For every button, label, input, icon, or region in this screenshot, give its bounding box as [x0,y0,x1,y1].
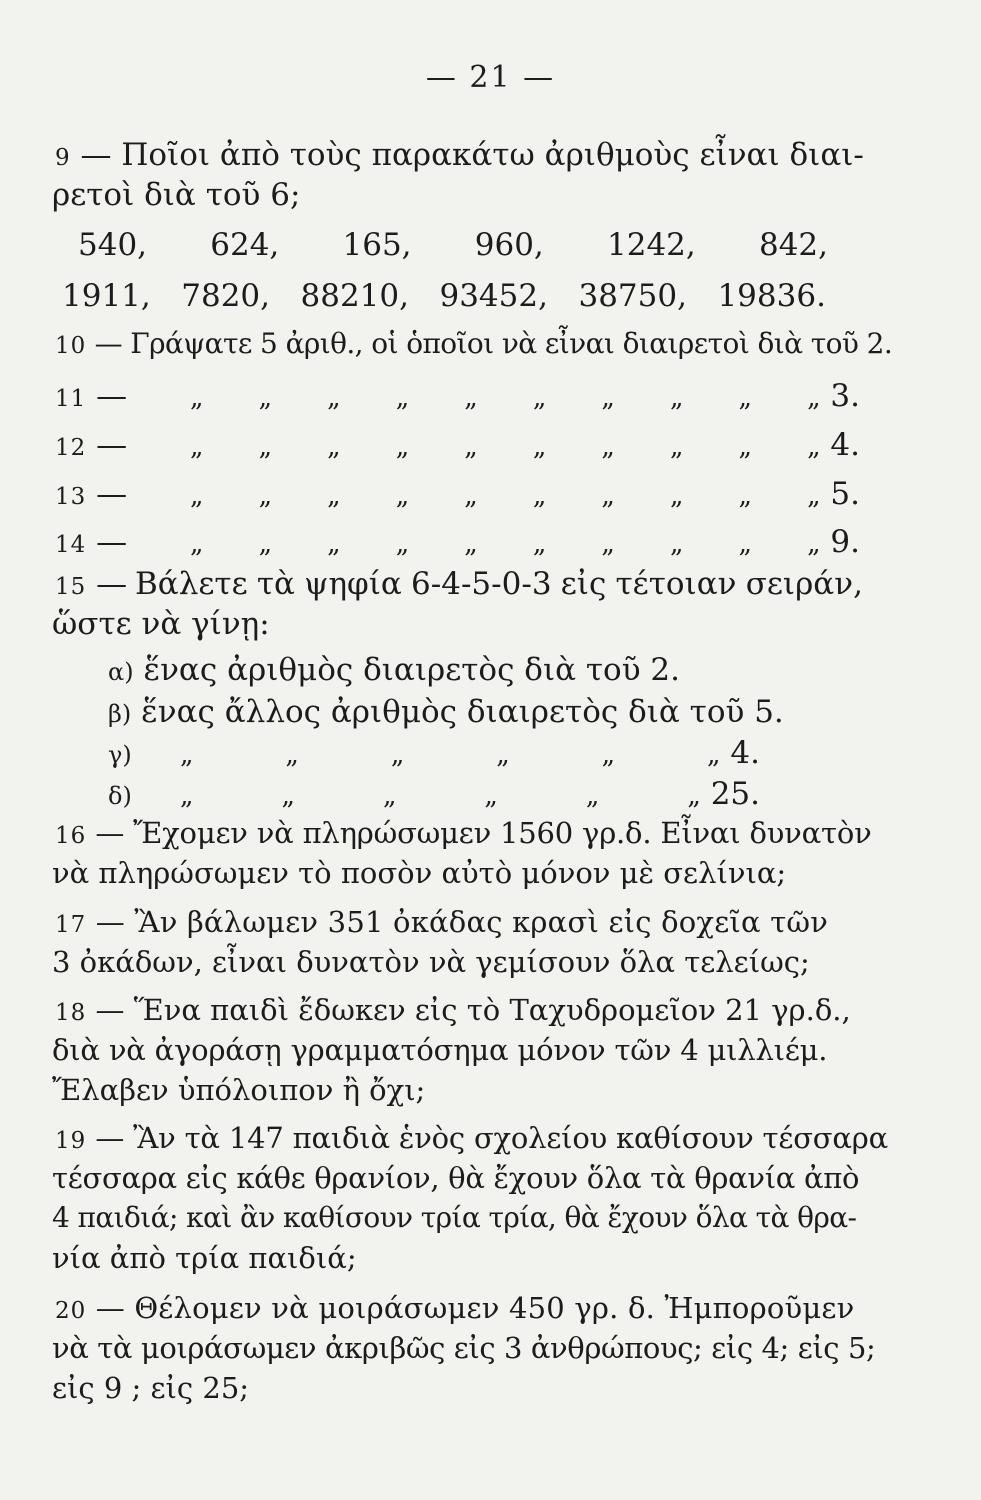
ditto-mark: „ [281,781,295,811]
number-cell: 960, [474,227,544,263]
ditto-mark: „ [258,432,273,462]
divisor: 5. [830,476,860,512]
exercise-15-number [55,564,127,607]
ditto-mark: „ [669,432,684,462]
page-number: — 21 — [425,60,556,95]
item-label: γ) [108,741,132,769]
exercise-9-line-2: ρετοὶ διὰ τοῦ 6; [52,177,301,213]
item-text: ἕνας ἀριθμὸς διαιρετὸς διὰ τοῦ 2. [143,652,680,688]
exercise-text: Ἔχομεν νὰ πληρώσωμεν 1560 γρ.δ. Εἶναι δυνατὸν [133,816,872,850]
dash: — [86,427,128,463]
ditto-mark: „ [601,383,615,413]
ditto-mark: „ [190,481,204,511]
exercise-15-line-2: ὥστε νὰ γίνῃ: [52,606,270,642]
exercise-number: 9 [55,145,71,171]
ditto-row-12 [190,425,860,467]
ditto-mark: „ [327,529,341,559]
ditto-mark: „ [669,529,684,559]
dash: — [80,137,122,173]
exercise-10 [55,324,892,366]
number-cell: 540, [78,227,148,263]
ditto-mark: „ [807,481,821,511]
ditto-mark: „ [382,781,397,811]
number-cell: 624, [210,227,280,263]
exercise-18-line-3: Ἔλαβεν ὑπόλοιπον ἢ ὄχι; [52,1073,426,1107]
ditto-mark: „ [669,481,684,511]
exercise-number: 18 [55,1000,87,1026]
exercise-number: 19 [55,1128,87,1154]
divisor: 25. [710,776,760,812]
ditto-mark: „ [258,383,273,413]
exercise-15-line-1 [135,564,863,604]
ditto-mark: „ [395,383,410,413]
number-cell: 93452, [439,278,548,314]
ditto-row-13 [190,474,860,516]
ditto-row-14 [190,522,860,564]
ditto-mark: „ [738,383,752,413]
number-cell: 7820, [181,278,270,314]
ditto-mark: „ [601,529,615,559]
dash: — [95,1291,135,1325]
item-label: α) [108,658,134,686]
ditto-mark: „ [190,432,204,462]
exercise-19-line-4: νία ἀπὸ τρία παιδιά; [52,1241,357,1275]
ditto-mark: „ [258,481,273,511]
exercise-12 [55,425,127,468]
ditto-mark: „ [180,740,194,770]
ditto-mark: „ [464,383,478,413]
ditto-mark: „ [738,432,752,462]
ditto-mark: „ [687,781,701,811]
exercise-text: Γράψατε 5 ἀριθ., οἱ ὁποῖοι νὰ εἶναι διαιρετοὶ διὰ τοῦ 2. [130,327,893,360]
word: τέτοιαν [615,566,737,602]
dash: — [86,476,128,512]
item-a [108,650,680,692]
ditto-mark: „ [395,481,410,511]
ditto-mark: „ [669,383,684,413]
exercise-text: Ἕνα παιδὶ ἔδωκεν εἰς τὸ Ταχυδρομεῖον 21 γρ.δ., [133,993,851,1027]
exercise-20-line-2: νὰ τὰ μοιράσωμεν ἀκριβῶς εἰς 3 ἀνθρώπους; εἰς 4; εἰς 5; [52,1331,876,1365]
ditto-mark: „ [258,529,273,559]
ditto-mark: „ [585,781,600,811]
exercise-number: 10 [55,333,87,359]
exercise-number: 16 [55,823,87,849]
item-b [108,692,784,734]
word: 6-4-5-0-3 [411,566,552,602]
dash: — [95,993,134,1027]
ditto-row-d [180,774,760,816]
item-label: β) [108,700,132,728]
ditto-mark: „ [601,481,615,511]
exercise-number: 11 [55,386,87,412]
divisor: 3. [830,378,860,414]
ditto-mark: „ [395,432,410,462]
number-cell: 1242, [607,227,696,263]
exercise-19-line-1 [55,1118,888,1161]
exercise-text: Θέλομεν νὰ μοιράσωμεν 450 γρ. δ. Ἠμποροῦμεν [134,1291,855,1325]
number-cell: 1911, [62,278,151,314]
ditto-mark: „ [327,383,341,413]
exercise-20-line-3: εἰς 9 ; εἰς 25; [52,1371,250,1405]
word: ψηφία [304,566,402,602]
dash: — [86,524,128,560]
exercise-text: Ἂν βάλωμεν 351 ὀκάδας κρασὶ εἰς δοχεῖα τῶν [134,905,829,939]
word: εἰς [560,566,607,602]
ditto-mark: „ [532,529,547,559]
ditto-mark: „ [464,529,478,559]
number-row-1 [78,225,828,265]
exercise-number: 12 [55,435,87,461]
ditto-mark: „ [464,481,478,511]
dash: — [94,327,131,360]
number-cell: 842, [758,227,828,263]
number-cell: 88210, [300,278,409,314]
exercise-17-line-2: 3 ὀκάδων, εἶναι δυνατὸν νὰ γεμίσουν ὅλα τελείως; [52,945,810,979]
exercise-number: 13 [55,484,87,510]
exercise-number: 14 [55,532,87,558]
exercise-19-line-3: 4 παιδιά; καὶ ἂν καθίσουν τρία τρία, θὰ ἔχουν ὅλα τὰ θρα- [52,1201,857,1234]
ditto-mark: „ [180,781,194,811]
divisor: 4. [730,735,760,771]
ditto-mark: „ [532,481,547,511]
item-c [108,733,132,775]
ditto-mark: „ [807,383,821,413]
dash: — [95,1121,134,1155]
divisor: 4. [830,427,860,463]
ditto-mark: „ [807,432,821,462]
ditto-mark: „ [464,432,478,462]
ditto-mark: „ [190,529,204,559]
number-row-2 [62,276,826,316]
exercise-18-line-1 [55,990,851,1033]
dash: — [95,816,134,850]
divisor: 9. [830,524,860,560]
ditto-mark: „ [738,529,752,559]
exercise-number: 17 [55,912,87,938]
exercise-number: 20 [55,1298,87,1324]
ditto-row-c [180,733,760,775]
exercise-20-line-1 [55,1288,854,1331]
ditto-mark: „ [395,529,410,559]
exercise-13 [55,474,127,517]
ditto-mark: „ [390,740,405,770]
ditto-row-11 [190,376,860,418]
item-text: ἕνας ἄλλος ἀριθμὸς διαιρετὸς διὰ τοῦ 5. [141,694,784,730]
ditto-mark: „ [327,432,341,462]
dash: — [86,378,128,414]
ditto-mark: „ [496,740,510,770]
number-cell: 19836. [717,278,826,314]
exercise-9-line-1 [55,135,864,178]
item-label: δ) [108,782,132,810]
dash: — [95,905,135,939]
ditto-mark: „ [190,383,204,413]
exercise-16-line-1 [55,813,872,856]
ditto-mark: „ [484,781,498,811]
exercise-11 [55,376,127,419]
word: σειράν, [745,566,863,602]
ditto-mark: „ [807,529,821,559]
ditto-mark: „ [532,383,547,413]
ditto-mark: „ [707,740,721,770]
item-d [108,774,132,816]
exercise-17-line-1 [55,902,828,945]
dash: — [86,566,128,602]
exercise-16-line-2: νὰ πληρώσωμεν τὸ ποσὸν αὐτὸ μόνον μὲ σελίνια; [52,856,787,890]
ditto-mark: „ [601,740,616,770]
exercise-18-line-2: διὰ νὰ ἀγοράσῃ γραμματόσημα μόνον τῶν 4 μιλλιέμ. [52,1033,828,1067]
exercise-number: 15 [55,574,87,600]
word: Βάλετε [135,566,248,602]
ditto-mark: „ [601,432,615,462]
word: τὰ [256,566,295,602]
number-cell: 165, [342,227,412,263]
ditto-mark: „ [738,481,752,511]
number-cell: 38750, [578,278,687,314]
ditto-mark: „ [285,740,299,770]
exercise-text: Ἂν τὰ 147 παιδιὰ ἑνὸς σχολείου καθίσουν τέσσαρα [133,1121,889,1155]
exercise-text: Ποῖοι ἀπὸ τοὺς παρακάτω ἀριθμοὺς εἶναι διαι- [121,137,864,173]
ditto-mark: „ [327,481,341,511]
exercise-14 [55,522,127,565]
exercise-19-line-2: τέσσαρα εἰς κάθε θρανίον, θὰ ἔχουν ὅλα τὰ θρανία ἀπὸ [52,1161,860,1195]
ditto-mark: „ [532,432,547,462]
